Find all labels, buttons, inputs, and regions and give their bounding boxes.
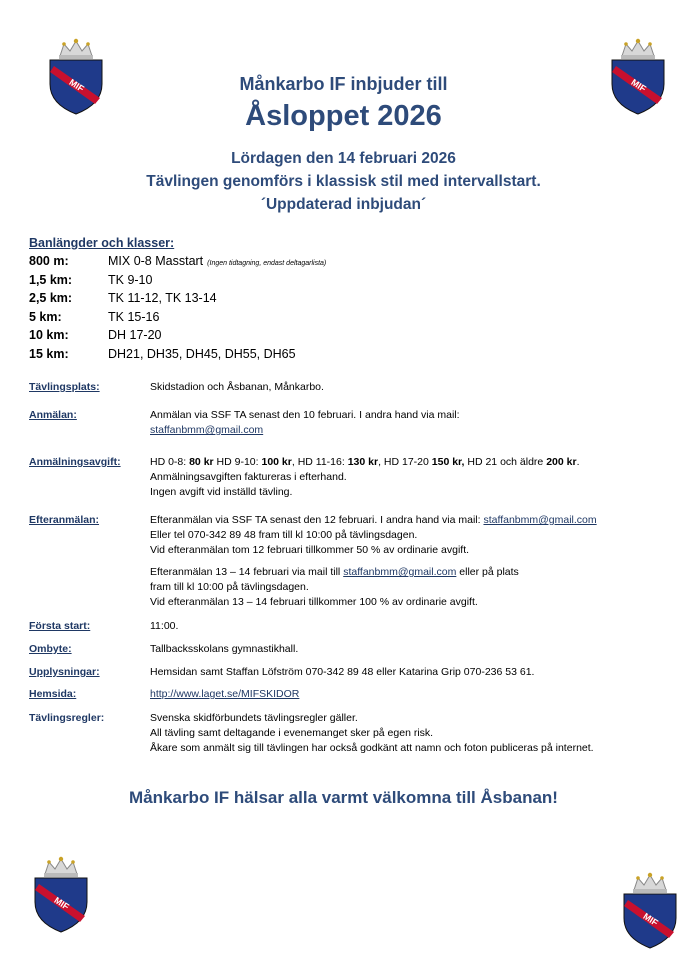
class-names-text: DH21, DH35, DH45, DH55, DH65: [108, 346, 296, 361]
logo-letters: MIF: [52, 895, 71, 912]
logo-letters: MIF: [641, 911, 660, 928]
fee-part1: HD 0-8:: [150, 456, 190, 468]
classes-title: Banlängder och klasser:: [29, 236, 175, 250]
fee-part5: HD 21 och äldre: [464, 456, 547, 468]
late-line4b-text: eller på plats: [456, 566, 519, 578]
class-names-text: TK 15-16: [108, 309, 160, 324]
club-logo-bottom-right: [616, 872, 684, 950]
fee-line1: [150, 455, 579, 470]
crown-icon: [59, 39, 93, 59]
class-distance: 10 km:: [29, 328, 69, 342]
class-distance: 1,5 km:: [29, 272, 73, 287]
late-line5: fram till kl 10:00 på tävlingsdagen.: [150, 581, 309, 593]
late-line6: Vid efteranmälan 13 – 14 februari tillkommer 100 % av ordinarie avgift.: [150, 596, 478, 608]
website-label: Hemsida:: [29, 688, 77, 700]
class-distance: 800 m:: [29, 254, 69, 268]
fee-amount-2: 100 kr: [261, 456, 292, 468]
first-start-text: 11:00.: [150, 620, 179, 632]
rules-line2: All tävling samt deltagande i evenemanget sker på egen risk.: [150, 727, 434, 739]
late-line1: [150, 513, 597, 528]
website-link[interactable]: http://www.laget.se/MIFSKIDOR: [150, 688, 300, 700]
crown-icon: [44, 857, 78, 877]
venue-text: Skidstadion och Åsbanan, Månkarbo.: [150, 381, 324, 393]
late-email-link[interactable]: staffanbmm@gmail.com: [483, 514, 597, 526]
fee-amount-1: 80 kr: [189, 456, 214, 468]
fee-part6: .: [576, 456, 580, 468]
class-names: [108, 273, 152, 287]
fee-amount-3: 130 kr: [347, 456, 379, 468]
late-line2: Eller tel 070-342 89 48 fram till kl 10:00 på tävlingsdagen.: [150, 529, 418, 541]
class-distance: 15 km:: [29, 346, 69, 361]
update-notice: ´Uppdaterad inbjudan´: [260, 196, 427, 213]
changing-text: Tallbacksskolans gymnastikhall.: [150, 643, 299, 655]
footer-message: Månkarbo IF hälsar alla varmt välkomna till Åsbanan!: [129, 788, 558, 807]
class-names-text: MIX 0-8 Masstart: [108, 254, 204, 268]
class-distance: 2,5 km:: [29, 291, 73, 305]
fee-label: Anmälningsavgift:: [29, 456, 121, 468]
website-row: [150, 687, 299, 702]
late-line4: [150, 565, 519, 580]
signup-text: Anmälan via SSF TA senast den 10 februari. I andra hand via mail:: [150, 409, 460, 421]
fee-line2: Anmälningsavgiften faktureras i efterhand.: [150, 471, 347, 483]
rules-line3: Åkare som anmält sig till tävlingen har också godkänt att namn och foton publiceras på internet.: [150, 742, 594, 754]
signup-email-link[interactable]: staffanbmm@gmail.com: [150, 424, 264, 436]
fee-amount-5: 200 kr: [546, 456, 577, 468]
contact-label: Upplysningar:: [29, 666, 100, 678]
signup-email-row: [150, 423, 263, 438]
fee-part4: , HD 17-20: [378, 456, 432, 468]
fee-amount-4: 150 kr,: [431, 456, 465, 468]
fee-line3: Ingen avgift vid inställd tävling.: [150, 486, 293, 498]
fee-part2: HD 9-10:: [213, 456, 262, 468]
changing-label: Ombyte:: [29, 643, 72, 655]
club-logo-bottom-left: [27, 856, 95, 934]
event-style: Tävlingen genomförs i klassisk stil med intervallstart.: [146, 173, 541, 190]
venue-label: Tävlingsplats:: [29, 381, 100, 393]
class-names: [108, 254, 326, 268]
class-names: [108, 310, 159, 324]
class-names: [108, 347, 296, 361]
first-start-label: Första start:: [29, 620, 91, 632]
class-names-text: DH 17-20: [108, 328, 162, 342]
class-distance: 5 km:: [29, 309, 62, 324]
late-line1-text: Efteranmälan via SSF TA senast den 12 februari. I andra hand via mail:: [150, 514, 484, 526]
late-line4-text: Efteranmälan 13 – 14 februari via mail till: [150, 566, 344, 578]
late-email-link-2[interactable]: staffanbmm@gmail.com: [343, 566, 457, 578]
signup-label: Anmälan:: [29, 409, 77, 421]
logo-letters: MIF: [67, 77, 86, 94]
late-line3: Vid efteranmälan tom 12 februari tillkommer 50 % av ordinarie avgift.: [150, 544, 470, 556]
crown-icon: [621, 39, 655, 59]
rules-label: Tävlingsregler:: [29, 712, 105, 724]
event-date: Lördagen den 14 februari 2026: [231, 150, 456, 167]
contact-text: Hemsidan samt Staffan Löfström 070-342 89 48 eller Katarina Grip 070-236 53 61.: [150, 666, 535, 678]
logo-letters: MIF: [629, 77, 648, 94]
crown-icon: [633, 873, 667, 893]
header-line1: Månkarbo IF inbjuder till: [239, 74, 448, 94]
class-note: (Ingen tidtagning, endast deltagarlista): [207, 260, 327, 267]
class-names-text: TK 9-10: [108, 272, 153, 287]
rules-line1: Svenska skidförbundets tävlingsregler gäller.: [150, 712, 358, 724]
late-label: Efteranmälan:: [29, 514, 100, 526]
class-names: [108, 328, 162, 342]
page-title: Åsloppet 2026: [245, 100, 442, 132]
class-names: [108, 291, 217, 305]
fee-part3: , HD 11-16:: [291, 456, 348, 468]
class-names-text: TK 11-12, TK 13-14: [108, 291, 217, 305]
